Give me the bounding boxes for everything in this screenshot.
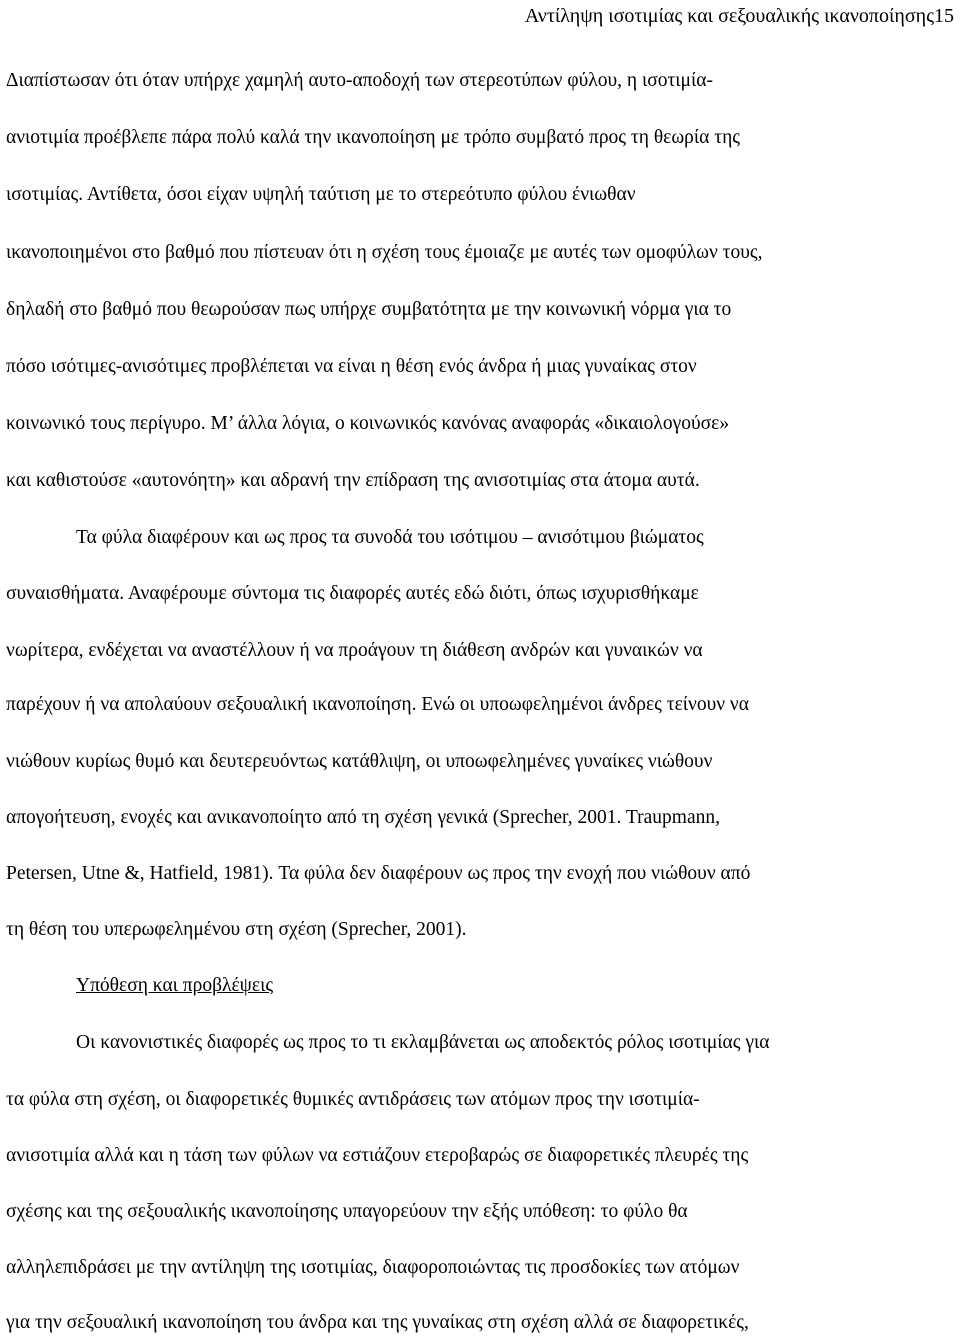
text-line: απογοήτευση, ενοχές και ανικανοποίητο από τη σχέση γενικά (Sprecher, 2001. Traupmann, — [6, 807, 720, 828]
text-line: δηλαδή στο βαθμό που θεωρούσαν πως υπήρχε συμβατότητα με την κοινωνική νόρμα για το — [6, 299, 732, 320]
text-line: νιώθουν κυρίως θυμό και δευτερευόντως κατάθλιψη, οι υποωφελημένες γυναίκες νιώθουν — [6, 751, 713, 772]
text-line: παρέχουν ή να απολαύουν σεξουαλική ικανοποίηση. Ενώ οι υποωφελημένοι άνδρες τείνουν να — [6, 694, 749, 715]
text-line: ανιοτιμία προέβλεπε πάρα πολύ καλά την ικανοποίηση με τρόπο συμβατό προς τη θεωρία της — [6, 127, 741, 148]
running-head-title: Αντίληψη ισοτιμίας και σεξουαλικής ικανοποίησης — [524, 5, 934, 27]
text-line: τα φύλα στη σχέση, οι διαφορετικές θυμικές αντιδράσεις των ατόμων προς την ισοτιμία- — [6, 1089, 700, 1110]
text-line: ισοτιμίας. Αντίθετα, όσοι είχαν υψηλή ταύτιση με το στερεότυπο φύλου ένιωθαν — [6, 184, 636, 205]
section-heading: Υπόθεση και προβλέψεις — [76, 975, 274, 996]
page-number: 15 — [934, 5, 954, 27]
text-line: συναισθήματα. Αναφέρουμε σύντομα τις διαφορές αυτές εδώ διότι, όπως ισχυρισθήκαμε — [6, 583, 699, 604]
running-head — [525, 4, 954, 28]
text-line: για την σεξουαλική ικανοποίηση του άνδρα και της γυναίκας στη σχέση αλλά σε διαφορετικές, — [6, 1312, 749, 1333]
paragraph-first-line: Τα φύλα διαφέρουν και ως προς τα συνοδά του ισότιμου – ανισότιμου βιώματος — [76, 527, 704, 548]
text-line: και καθιστούσε «αυτονόητη» και αδρανή την επίδραση της ανισοτιμίας στα άτομα αυτά. — [6, 470, 700, 491]
text-line: Petersen, Utne &, Hatfield, 1981). Τα φύλα δεν διαφέρουν ως προς την ενοχή που νιώθουν από — [6, 863, 751, 884]
text-line: ικανοποιημένοι στο βαθμό που πίστευαν ότι η σχέση τους έμοιαζε με αυτές των ομοφύλων τους, — [6, 242, 763, 263]
text-line: τη θέση του υπερωφελημένου στη σχέση (Sprecher, 2001). — [6, 919, 467, 940]
text-line: πόσο ισότιμες-ανισότιμες προβλέπεται να είναι η θέση ενός άνδρα ή μιας γυναίκας στον — [6, 356, 697, 377]
text-line: ανισοτιμία αλλά και η τάση των φύλων να εστιάζουν ετεροβαρώς σε διαφορετικές πλευρές της — [6, 1145, 749, 1166]
text-line: Διαπίστωσαν ότι όταν υπήρχε χαμηλή αυτο-αποδοχή των στερεοτύπων φύλου, η ισοτιμία- — [6, 70, 713, 91]
text-line: σχέσης και της σεξουαλικής ικανοποίησης υπαγορεύουν την εξής υπόθεση: το φύλο θα — [6, 1201, 688, 1222]
text-line: κοινωνικό τους περίγυρο. Μ’ άλλα λόγια, ο κοινωνικός κανόνας αναφοράς «δικαιολογούσε» — [6, 413, 730, 434]
paragraph-first-line: Οι κανονιστικές διαφορές ως προς το τι εκλαμβάνεται ως αποδεκτός ρόλος ισοτιμίας για — [76, 1032, 770, 1053]
text-line: αλληλεπιδράσει με την αντίληψη της ισοτιμίας, διαφοροποιώντας τις προσδοκίες των ατόμων — [6, 1257, 740, 1278]
text-line: νωρίτερα, ενδέχεται να αναστέλλουν ή να προάγουν τη διάθεση ανδρών και γυναικών να — [6, 640, 703, 661]
